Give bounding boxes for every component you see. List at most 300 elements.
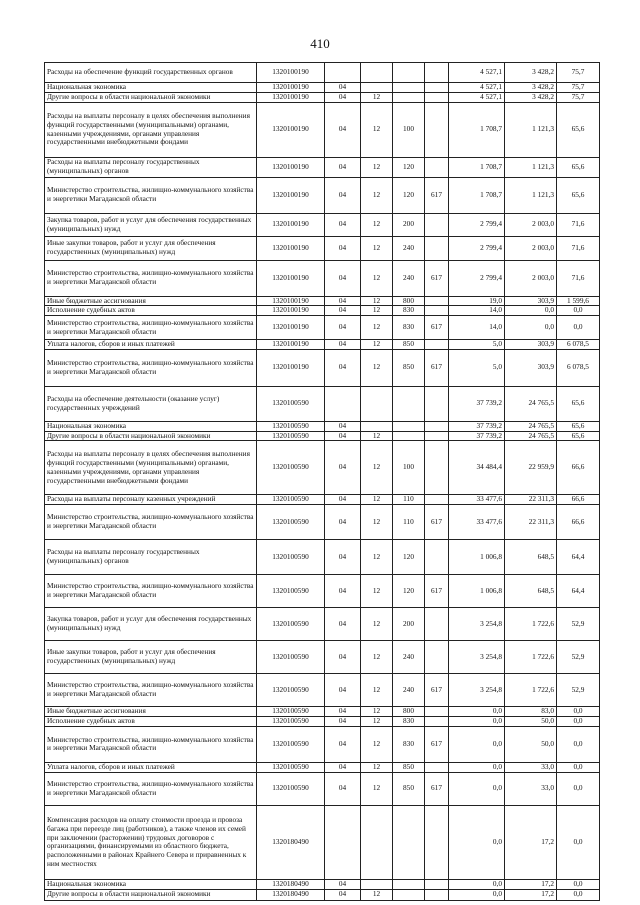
cell-grbs: 617 (425, 260, 449, 296)
cell-csr: 1320100590 (257, 608, 325, 641)
cell-sec (325, 386, 361, 421)
cell-grbs: 617 (425, 674, 449, 707)
cell-name: Национальная экономика (45, 421, 257, 431)
cell-name: Министерство строительства, жилищно-коммунального хозяйства и энергетики Магаданской области (45, 575, 257, 608)
cell-csr: 1320100590 (257, 495, 325, 505)
cell-v2: 2 003,0 (505, 213, 557, 236)
cell-v2: 33,0 (505, 762, 557, 772)
cell-sub: 12 (361, 213, 393, 236)
cell-v1: 33 477,6 (449, 505, 505, 540)
cell-vr (393, 421, 425, 431)
cell-v3: 71,6 (557, 260, 600, 296)
cell-grbs: 617 (425, 349, 449, 386)
cell-sub: 12 (361, 540, 393, 575)
cell-csr: 1320100590 (257, 386, 325, 421)
cell-v1: 2 799,4 (449, 260, 505, 296)
cell-grbs (425, 102, 449, 157)
cell-v1: 19,0 (449, 296, 505, 306)
cell-grbs (425, 495, 449, 505)
cell-v1: 0,0 (449, 772, 505, 805)
cell-name: Иные закупки товаров, работ и услуг для обеспечения государственных (муниципальных) нужд (45, 641, 257, 674)
cell-v1: 0,0 (449, 717, 505, 727)
cell-v3: 65,6 (557, 177, 600, 213)
cell-name: Расходы на обеспечение функций государственных органов (45, 63, 257, 83)
cell-sec: 04 (325, 707, 361, 717)
cell-vr: 110 (393, 495, 425, 505)
cell-sub (361, 386, 393, 421)
cell-v2: 648,5 (505, 575, 557, 608)
cell-v1: 1 708,7 (449, 177, 505, 213)
cell-v2: 303,9 (505, 340, 557, 350)
cell-v2: 33,0 (505, 772, 557, 805)
cell-sub: 12 (361, 340, 393, 350)
cell-sec: 04 (325, 102, 361, 157)
cell-v2: 303,9 (505, 349, 557, 386)
cell-v3: 0,0 (557, 879, 600, 889)
table-row (45, 349, 600, 386)
cell-v1: 33 477,6 (449, 495, 505, 505)
table-row (45, 340, 600, 350)
cell-v3: 52,9 (557, 608, 600, 641)
cell-v3: 75,7 (557, 83, 600, 93)
cell-v1: 4 527,1 (449, 92, 505, 102)
cell-name: Другие вопросы в области национальной экономики (45, 431, 257, 441)
cell-sec: 04 (325, 726, 361, 762)
cell-v1: 34 484,4 (449, 441, 505, 495)
cell-csr: 1320100590 (257, 575, 325, 608)
cell-grbs (425, 641, 449, 674)
cell-csr: 1320100190 (257, 296, 325, 306)
cell-v3: 0,0 (557, 316, 600, 340)
cell-grbs (425, 421, 449, 431)
cell-name: Другие вопросы в области национальной экономики (45, 889, 257, 900)
cell-grbs: 617 (425, 772, 449, 805)
cell-sec: 04 (325, 260, 361, 296)
cell-v2: 22 311,3 (505, 505, 557, 540)
cell-vr: 850 (393, 762, 425, 772)
cell-v2: 3 428,2 (505, 63, 557, 83)
cell-csr: 1320100190 (257, 63, 325, 83)
cell-sub: 12 (361, 177, 393, 213)
cell-sub: 12 (361, 306, 393, 316)
cell-name: Исполнение судебных актов (45, 717, 257, 727)
cell-sub: 12 (361, 505, 393, 540)
table-row (45, 63, 600, 83)
table-row (45, 157, 600, 177)
cell-v1: 1 006,8 (449, 540, 505, 575)
cell-name: Министерство строительства, жилищно-коммунального хозяйства и энергетики Магаданской области (45, 177, 257, 213)
cell-csr: 1320180490 (257, 889, 325, 900)
cell-sub: 12 (361, 717, 393, 727)
table-row (45, 102, 600, 157)
cell-csr: 1320100590 (257, 431, 325, 441)
cell-grbs (425, 441, 449, 495)
cell-vr: 120 (393, 177, 425, 213)
cell-sec: 04 (325, 306, 361, 316)
cell-v1: 0,0 (449, 889, 505, 900)
table-row (45, 421, 600, 431)
cell-sub: 12 (361, 641, 393, 674)
table-row (45, 726, 600, 762)
cell-sec: 04 (325, 772, 361, 805)
table-row (45, 431, 600, 441)
cell-csr: 1320100590 (257, 762, 325, 772)
cell-csr: 1320100190 (257, 92, 325, 102)
cell-v2: 0,0 (505, 306, 557, 316)
cell-csr: 1320100590 (257, 540, 325, 575)
cell-sub: 12 (361, 772, 393, 805)
table-row (45, 177, 600, 213)
cell-v1: 37 739,2 (449, 431, 505, 441)
cell-v2: 0,0 (505, 316, 557, 340)
cell-grbs (425, 717, 449, 727)
cell-v3: 71,6 (557, 213, 600, 236)
cell-v3: 66,6 (557, 505, 600, 540)
cell-vr: 120 (393, 540, 425, 575)
table-row (45, 441, 600, 495)
cell-v2: 3 428,2 (505, 92, 557, 102)
cell-v2: 24 765,5 (505, 421, 557, 431)
cell-grbs: 617 (425, 316, 449, 340)
table-row (45, 260, 600, 296)
cell-name: Министерство строительства, жилищно-коммунального хозяйства и энергетики Магаданской области (45, 316, 257, 340)
cell-v2: 50,0 (505, 726, 557, 762)
page-number: 410 (310, 36, 330, 51)
cell-csr: 1320100590 (257, 505, 325, 540)
cell-sec: 04 (325, 340, 361, 350)
cell-sub: 12 (361, 316, 393, 340)
cell-v3: 64,4 (557, 540, 600, 575)
cell-grbs (425, 386, 449, 421)
table-row (45, 674, 600, 707)
cell-sec: 04 (325, 717, 361, 727)
cell-sub: 12 (361, 349, 393, 386)
table-row (45, 236, 600, 260)
cell-sec: 04 (325, 316, 361, 340)
table-row (45, 772, 600, 805)
cell-v3: 65,6 (557, 386, 600, 421)
cell-grbs (425, 63, 449, 83)
cell-v3: 75,7 (557, 92, 600, 102)
cell-grbs (425, 157, 449, 177)
cell-csr: 1320100190 (257, 306, 325, 316)
cell-sub: 12 (361, 296, 393, 306)
cell-v1: 3 254,8 (449, 641, 505, 674)
cell-grbs (425, 889, 449, 900)
cell-v1: 4 527,1 (449, 63, 505, 83)
cell-vr: 240 (393, 641, 425, 674)
cell-v1: 0,0 (449, 707, 505, 717)
budget-table (44, 62, 600, 901)
cell-grbs (425, 296, 449, 306)
cell-name: Расходы на выплаты персоналу государственных (муниципальных) органов (45, 540, 257, 575)
cell-vr: 120 (393, 575, 425, 608)
cell-grbs (425, 540, 449, 575)
cell-v2: 2 003,0 (505, 260, 557, 296)
cell-vr: 850 (393, 340, 425, 350)
cell-name: Исполнение судебных актов (45, 306, 257, 316)
table-row (45, 762, 600, 772)
cell-csr: 1320100190 (257, 340, 325, 350)
cell-name: Расходы на выплаты персоналу государственных (муниципальных) органов (45, 157, 257, 177)
cell-v2: 1 722,6 (505, 641, 557, 674)
cell-v1: 5,0 (449, 340, 505, 350)
cell-sub: 12 (361, 102, 393, 157)
cell-sub: 12 (361, 92, 393, 102)
cell-grbs: 617 (425, 726, 449, 762)
cell-vr (393, 431, 425, 441)
cell-csr: 1320100190 (257, 316, 325, 340)
cell-sub: 12 (361, 707, 393, 717)
cell-sec: 04 (325, 92, 361, 102)
cell-name: Национальная экономика (45, 83, 257, 93)
cell-grbs (425, 431, 449, 441)
cell-vr: 800 (393, 707, 425, 717)
cell-v1: 1 006,8 (449, 575, 505, 608)
cell-name: Министерство строительства, жилищно-коммунального хозяйства и энергетики Магаданской области (45, 260, 257, 296)
cell-vr: 200 (393, 608, 425, 641)
cell-grbs (425, 213, 449, 236)
cell-v2: 2 003,0 (505, 236, 557, 260)
cell-grbs (425, 608, 449, 641)
cell-v1: 2 799,4 (449, 213, 505, 236)
cell-sec: 04 (325, 641, 361, 674)
cell-name: Расходы на выплаты персоналу казенных учреждений (45, 495, 257, 505)
cell-sec: 04 (325, 540, 361, 575)
cell-vr: 830 (393, 726, 425, 762)
table-row (45, 386, 600, 421)
cell-csr: 1320100190 (257, 213, 325, 236)
table-row (45, 879, 600, 889)
cell-v2: 648,5 (505, 540, 557, 575)
cell-grbs: 617 (425, 575, 449, 608)
cell-v2: 1 121,3 (505, 177, 557, 213)
cell-v2: 17,2 (505, 889, 557, 900)
cell-sec: 04 (325, 879, 361, 889)
cell-sec: 04 (325, 495, 361, 505)
table-row (45, 306, 600, 316)
cell-name: Иные бюджетные ассигнования (45, 296, 257, 306)
cell-grbs (425, 805, 449, 879)
cell-sec: 04 (325, 431, 361, 441)
cell-v3: 0,0 (557, 889, 600, 900)
cell-name: Компенсация расходов на оплату стоимости проезда и провоза багажа при переезде лиц (работников), а также членов их семей при заключении (расторжении) трудовых договоров с организациями, финансируемыми из областного бюджета, расположенными в районах Крайнего Севера и приравненных к ним местностях (45, 805, 257, 879)
cell-csr: 1320100590 (257, 772, 325, 805)
table-row (45, 495, 600, 505)
cell-name: Расходы на выплаты персоналу в целях обеспечения выполнения функций государственными (муниципальными) органами, казенными учреждениями, органами управления государственными внебюджетными фондами (45, 441, 257, 495)
cell-sub: 12 (361, 157, 393, 177)
cell-grbs (425, 340, 449, 350)
cell-vr (393, 879, 425, 889)
cell-v2: 24 765,5 (505, 386, 557, 421)
cell-sec: 04 (325, 889, 361, 900)
cell-v2: 17,2 (505, 879, 557, 889)
cell-csr: 1320100590 (257, 726, 325, 762)
cell-v3: 65,6 (557, 102, 600, 157)
cell-vr: 800 (393, 296, 425, 306)
cell-csr: 1320100590 (257, 441, 325, 495)
table-row (45, 641, 600, 674)
cell-sec (325, 63, 361, 83)
cell-vr: 110 (393, 505, 425, 540)
cell-v3: 75,7 (557, 63, 600, 83)
cell-v2: 1 121,3 (505, 157, 557, 177)
cell-grbs (425, 236, 449, 260)
table-row (45, 805, 600, 879)
cell-v1: 3 254,8 (449, 674, 505, 707)
cell-csr: 1320100190 (257, 83, 325, 93)
cell-sub: 12 (361, 762, 393, 772)
cell-vr (393, 805, 425, 879)
cell-sec: 04 (325, 575, 361, 608)
cell-v2: 50,0 (505, 717, 557, 727)
cell-vr: 120 (393, 157, 425, 177)
cell-v2: 22 311,3 (505, 495, 557, 505)
cell-v3: 66,6 (557, 495, 600, 505)
cell-vr: 200 (393, 213, 425, 236)
cell-sec: 04 (325, 236, 361, 260)
cell-sub (361, 421, 393, 431)
cell-vr: 850 (393, 772, 425, 805)
table-row (45, 707, 600, 717)
cell-v1: 3 254,8 (449, 608, 505, 641)
cell-sub: 12 (361, 608, 393, 641)
table-row (45, 717, 600, 727)
cell-v2: 1 722,6 (505, 608, 557, 641)
cell-grbs (425, 83, 449, 93)
table-row (45, 505, 600, 540)
cell-csr: 1320100590 (257, 707, 325, 717)
cell-sub: 12 (361, 236, 393, 260)
cell-v3: 0,0 (557, 707, 600, 717)
cell-sub (361, 63, 393, 83)
cell-grbs (425, 92, 449, 102)
cell-csr: 1320100190 (257, 102, 325, 157)
cell-v3: 71,6 (557, 236, 600, 260)
cell-sub (361, 879, 393, 889)
cell-v1: 14,0 (449, 306, 505, 316)
cell-v2: 1 722,6 (505, 674, 557, 707)
cell-sec (325, 805, 361, 879)
cell-sub: 12 (361, 441, 393, 495)
cell-v3: 52,9 (557, 674, 600, 707)
cell-vr: 830 (393, 306, 425, 316)
cell-sec: 04 (325, 762, 361, 772)
table-row (45, 213, 600, 236)
cell-name: Другие вопросы в области национальной экономики (45, 92, 257, 102)
cell-sub: 12 (361, 495, 393, 505)
cell-v1: 1 708,7 (449, 102, 505, 157)
cell-sub (361, 805, 393, 879)
cell-grbs (425, 306, 449, 316)
cell-v2: 17,2 (505, 805, 557, 879)
cell-name: Закупка товаров, работ и услуг для обеспечения государственных (муниципальных) нужд (45, 608, 257, 641)
cell-grbs (425, 879, 449, 889)
cell-v3: 6 078,5 (557, 340, 600, 350)
cell-sub: 12 (361, 889, 393, 900)
cell-name: Закупка товаров, работ и услуг для обеспечения государственных (муниципальных) нужд (45, 213, 257, 236)
cell-vr (393, 83, 425, 93)
cell-vr (393, 63, 425, 83)
cell-sec: 04 (325, 213, 361, 236)
cell-v1: 0,0 (449, 879, 505, 889)
cell-v3: 0,0 (557, 772, 600, 805)
cell-sub: 12 (361, 431, 393, 441)
cell-v1: 2 799,4 (449, 236, 505, 260)
cell-v3: 0,0 (557, 726, 600, 762)
cell-v2: 22 959,9 (505, 441, 557, 495)
cell-vr: 240 (393, 260, 425, 296)
cell-name: Уплата налогов, сборов и иных платежей (45, 340, 257, 350)
cell-v2: 1 121,3 (505, 102, 557, 157)
table-row (45, 540, 600, 575)
cell-name: Расходы на выплаты персоналу в целях обеспечения выполнения функций государственными (муниципальными) органами, казенными учреждениями, органами управления государственными внебюджетными фондами (45, 102, 257, 157)
cell-v3: 52,9 (557, 641, 600, 674)
cell-v3: 0,0 (557, 762, 600, 772)
cell-v1: 4 527,1 (449, 83, 505, 93)
cell-v3: 64,4 (557, 575, 600, 608)
cell-name: Министерство строительства, жилищно-коммунального хозяйства и энергетики Магаданской области (45, 505, 257, 540)
cell-v2: 24 765,5 (505, 431, 557, 441)
cell-sub: 12 (361, 674, 393, 707)
cell-vr: 830 (393, 316, 425, 340)
cell-grbs (425, 707, 449, 717)
cell-name: Министерство строительства, жилищно-коммунального хозяйства и энергетики Магаданской области (45, 349, 257, 386)
table-row (45, 92, 600, 102)
table-row (45, 83, 600, 93)
cell-grbs (425, 762, 449, 772)
cell-csr: 1320100590 (257, 717, 325, 727)
cell-v2: 3 428,2 (505, 83, 557, 93)
cell-v1: 0,0 (449, 762, 505, 772)
table-row (45, 316, 600, 340)
cell-grbs: 617 (425, 177, 449, 213)
cell-csr: 1320100590 (257, 674, 325, 707)
cell-sub (361, 83, 393, 93)
cell-sec: 04 (325, 505, 361, 540)
cell-vr (393, 386, 425, 421)
cell-v3: 1 599,6 (557, 296, 600, 306)
cell-name: Министерство строительства, жилищно-коммунального хозяйства и энергетики Магаданской области (45, 726, 257, 762)
cell-sec: 04 (325, 177, 361, 213)
cell-grbs: 617 (425, 505, 449, 540)
cell-v3: 0,0 (557, 717, 600, 727)
cell-v3: 65,6 (557, 431, 600, 441)
cell-v1: 0,0 (449, 726, 505, 762)
cell-v3: 6 078,5 (557, 349, 600, 386)
cell-sec: 04 (325, 83, 361, 93)
cell-vr: 830 (393, 717, 425, 727)
cell-sec: 04 (325, 608, 361, 641)
cell-csr: 1320100590 (257, 421, 325, 431)
cell-name: Национальная экономика (45, 879, 257, 889)
cell-name: Иные бюджетные ассигнования (45, 707, 257, 717)
cell-csr: 1320100190 (257, 177, 325, 213)
cell-sec: 04 (325, 157, 361, 177)
cell-v1: 37 739,2 (449, 421, 505, 431)
table-row (45, 889, 600, 900)
cell-v1: 1 708,7 (449, 157, 505, 177)
cell-v3: 0,0 (557, 805, 600, 879)
cell-v3: 0,0 (557, 306, 600, 316)
cell-vr (393, 889, 425, 900)
cell-sec: 04 (325, 441, 361, 495)
cell-csr: 1320100190 (257, 236, 325, 260)
cell-v1: 37 739,2 (449, 386, 505, 421)
cell-csr: 1320100190 (257, 260, 325, 296)
cell-sec: 04 (325, 674, 361, 707)
cell-v2: 83,0 (505, 707, 557, 717)
